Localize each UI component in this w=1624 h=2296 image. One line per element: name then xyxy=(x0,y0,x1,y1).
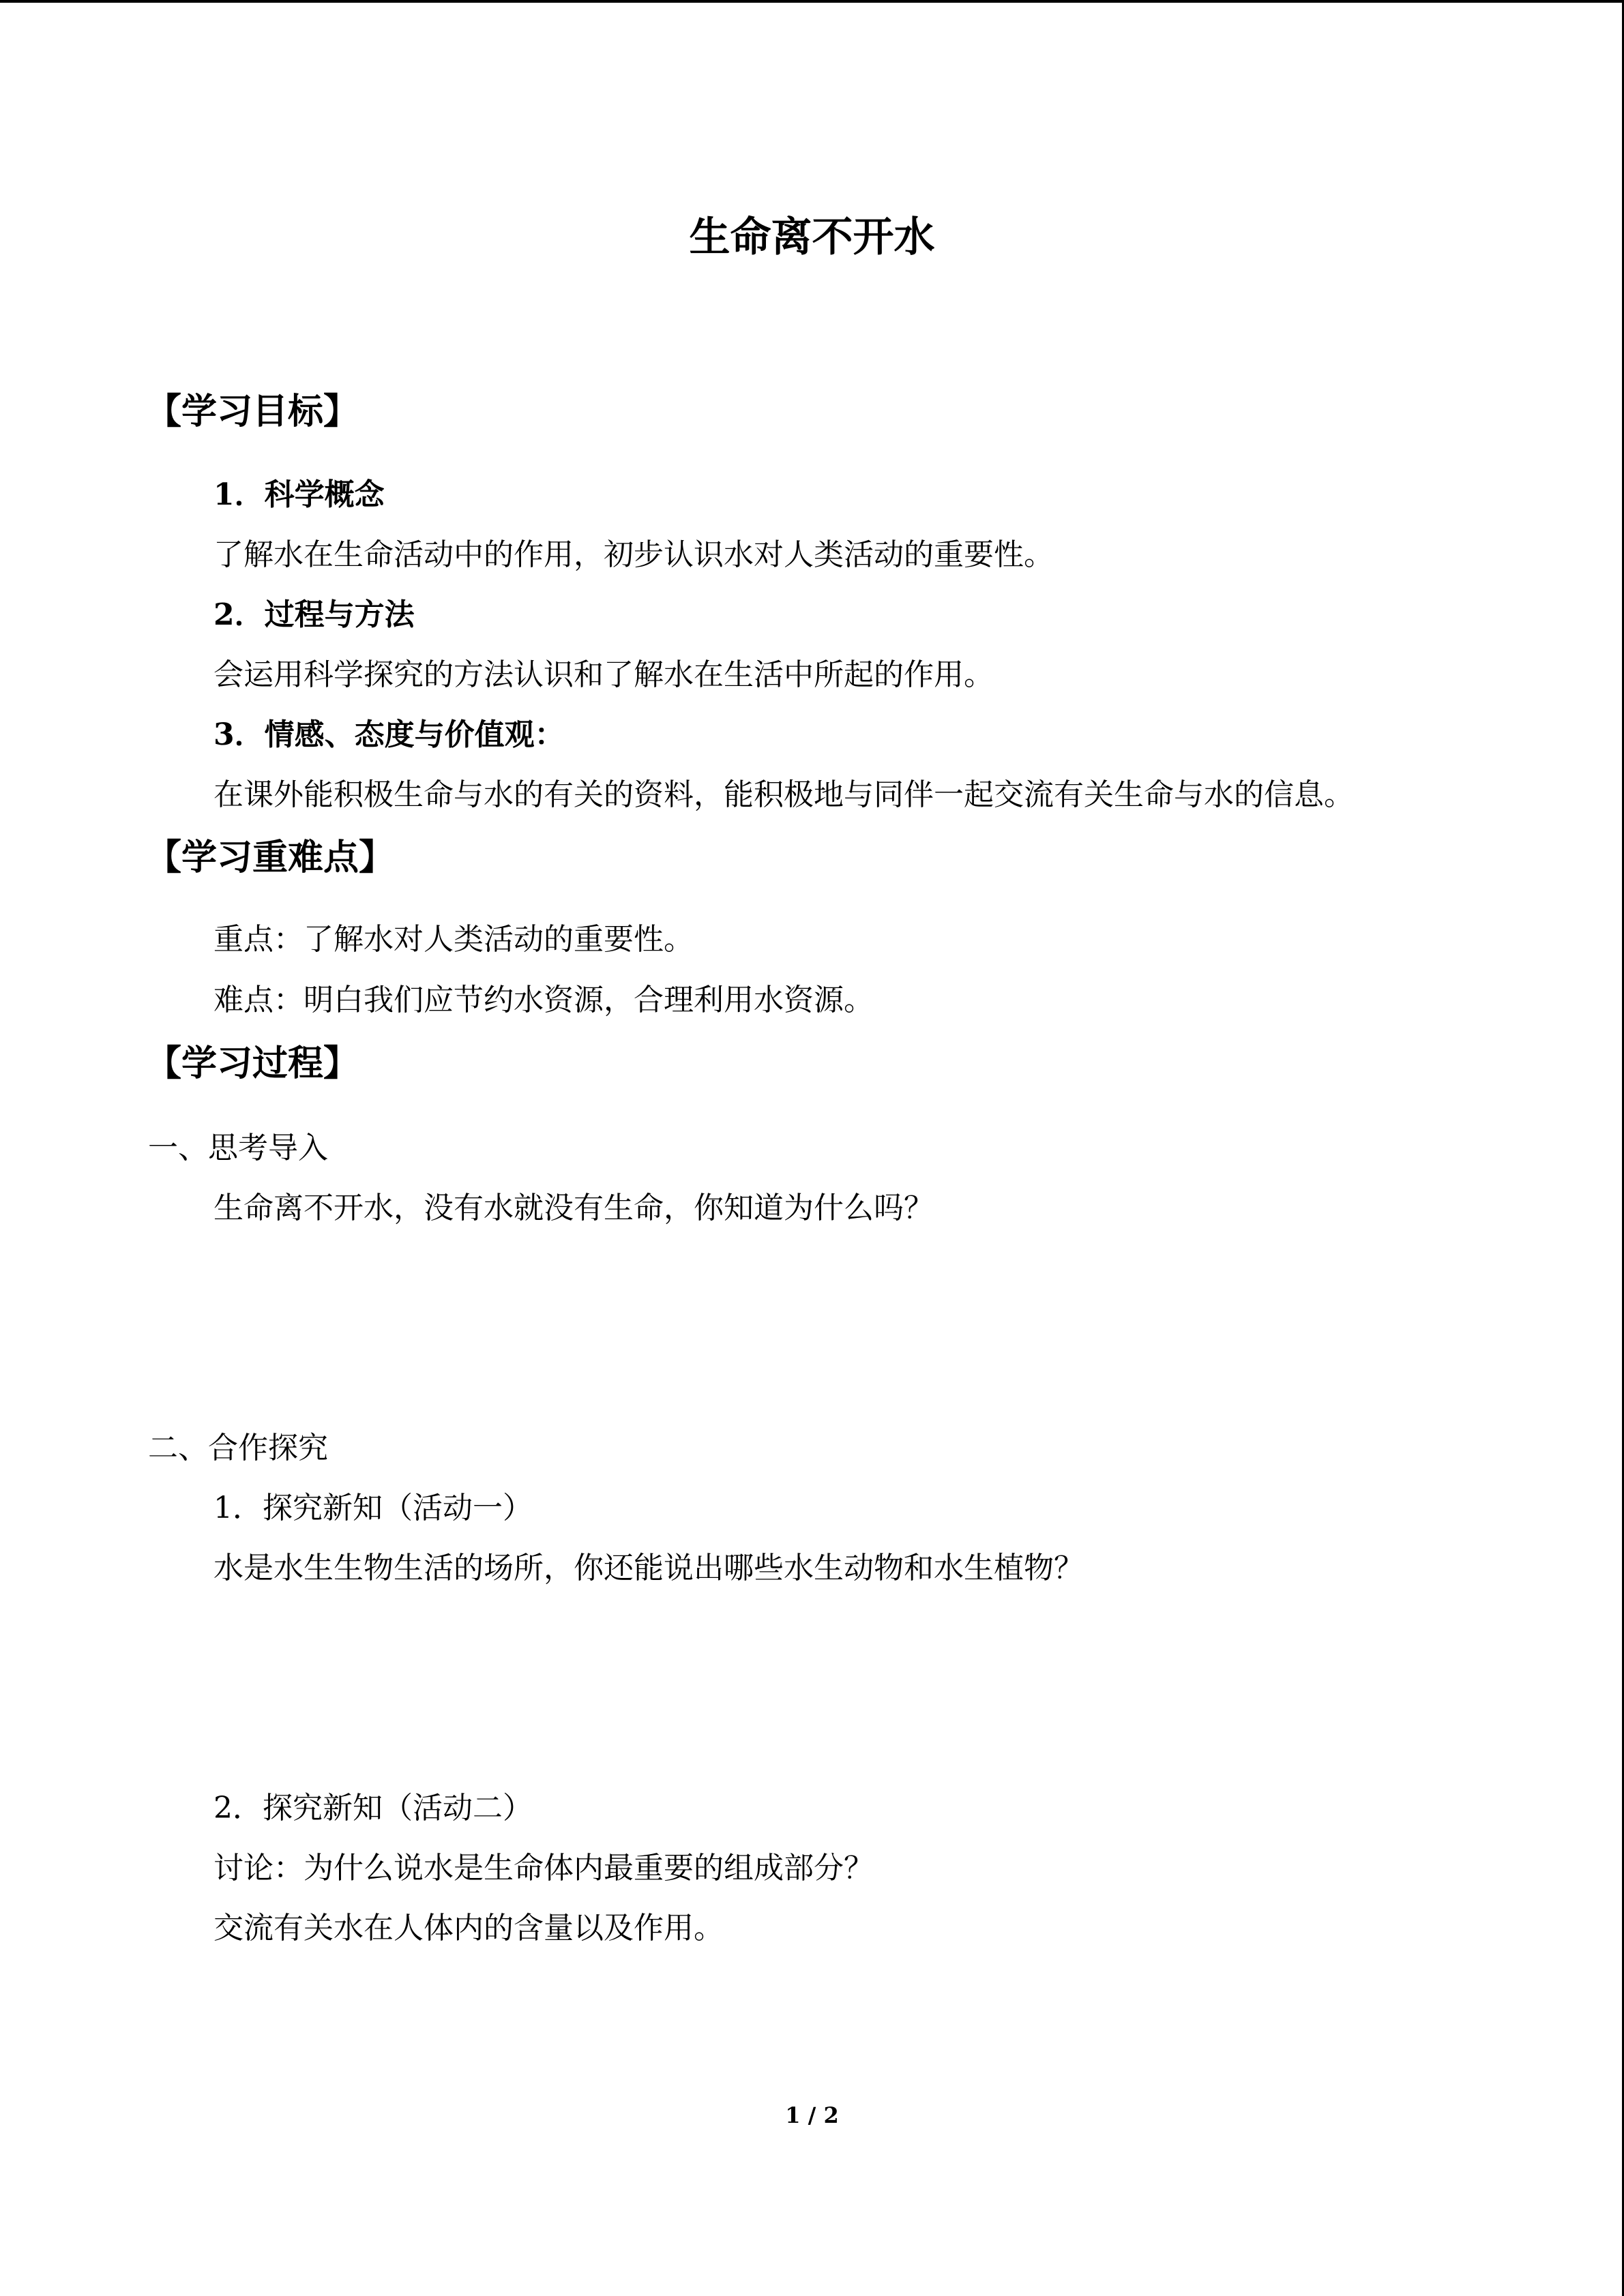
part1-text: 生命离不开水，没有水就没有生命，你知道为什么吗？ xyxy=(213,1191,934,1225)
focus-text: 重点：了解水对人类活动的重要性。 xyxy=(213,922,694,957)
difficulty-text: 难点：明白我们应节约水资源，合理利用水资源。 xyxy=(213,983,874,1017)
key-points-heading: 【学习重难点】 xyxy=(146,837,395,878)
activity2-exchange: 交流有关水在人体内的含量以及作用。 xyxy=(213,1911,724,1945)
goal-1-label: 1．科学概念 xyxy=(213,477,385,512)
page-number: 1 / 2 xyxy=(785,2102,839,2128)
top-border xyxy=(0,0,1624,3)
goal-3-label: 3．情感、态度与价值观： xyxy=(213,717,565,752)
goal-2-label: 2．过程与方法 xyxy=(213,597,415,632)
goal-2-text: 会运用科学探究的方法认识和了解水在生活中所起的作用。 xyxy=(213,657,994,692)
part2-title: 二、合作探究 xyxy=(148,1431,328,1465)
process-heading: 【学习过程】 xyxy=(146,1043,359,1084)
document-title: 生命离不开水 xyxy=(689,213,935,261)
activity1-text: 水是水生生物生活的场所，你还能说出哪些水生动物和水生植物？ xyxy=(213,1551,1084,1585)
activity2-label: 2．探究新知（活动二） xyxy=(213,1791,533,1825)
part1-title: 一、思考导入 xyxy=(148,1131,328,1165)
goal-1-text: 了解水在生命活动中的作用，初步认识水对人类活动的重要性。 xyxy=(213,537,1054,572)
goal-3-text: 在课外能积极生命与水的有关的资料，能积极地与同伴一起交流有关生命与水的信息。 xyxy=(213,777,1354,812)
activity2-discussion: 讨论：为什么说水是生命体内最重要的组成部分？ xyxy=(213,1851,874,1885)
goals-heading: 【学习目标】 xyxy=(146,391,359,432)
activity1-label: 1．探究新知（活动一） xyxy=(213,1491,533,1525)
